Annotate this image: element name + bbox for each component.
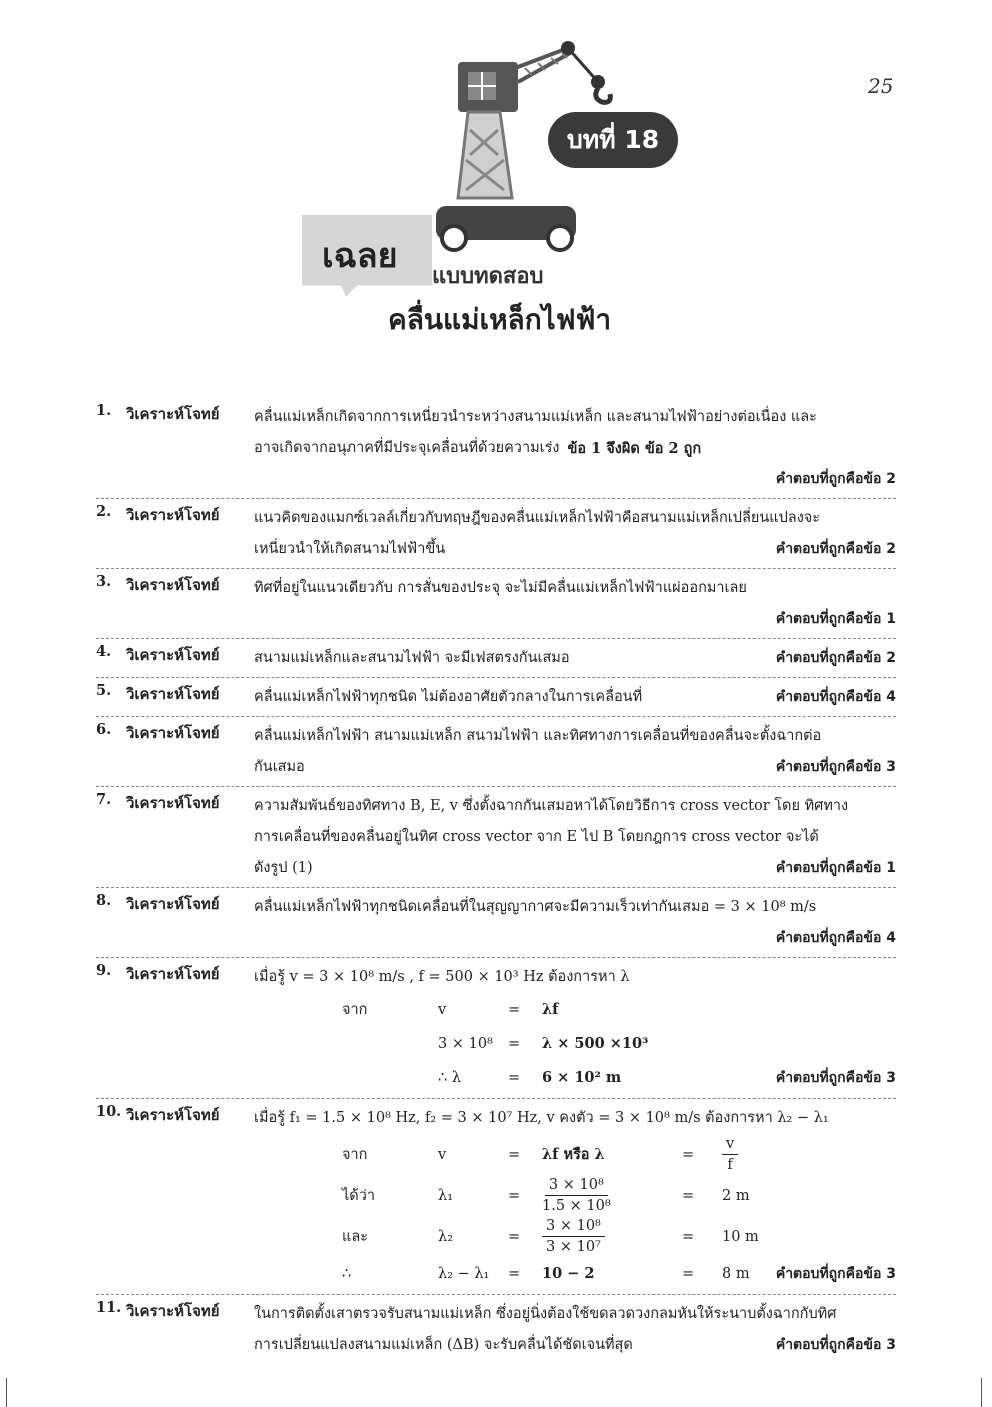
item-text-line: อาจเกิดจากอนุภาคที่มีประจุเคลื่อนที่ด้วยความเร่ง [254, 440, 560, 456]
item-text-line: ดังรูป (1) [254, 860, 313, 876]
eq-sign-2: = [682, 1228, 695, 1245]
item-label: วิเคราะห์โจทย์ [126, 724, 220, 742]
answer-tag-label: เฉลย [322, 236, 398, 276]
item-conclusion: ข้อ 1 จึงผิด ข้อ 2 ถูก [567, 440, 702, 457]
item-number: 9. [96, 962, 112, 979]
item-text-line: การเปลี่ยนแปลงสนามแม่เหล็ก (ΔB) จะรับคลื่นได้ชัดเจนที่สุด [254, 1337, 633, 1353]
correct-answer: คำตอบที่ถูกคือข้อ 2 [775, 471, 896, 487]
eq-left: v [438, 1146, 447, 1163]
item-number: 8. [96, 892, 112, 909]
item-text-line: ในการติดตั้งเสาตรวจรับสนามแม่เหล็ก ซึ่งอยู่นิ่งต้องใช้ขดลวดวงกลมหันให้ระนาบตั้งฉากกับทิศ [254, 1306, 837, 1322]
item-label: วิเคราะห์โจทย์ [126, 965, 220, 983]
eq-sign: = [508, 1002, 521, 1018]
item-text-line: คลื่นแม่เหล็กไฟฟ้า สนามแม่เหล็ก สนามไฟฟ้า และทิศทางการเคลื่อนที่ของคลื่นจะตั้งฉากต่อ [254, 728, 822, 744]
answer-item [96, 1099, 896, 1295]
crop-mark-left [6, 1378, 7, 1407]
equation-row [342, 1216, 896, 1257]
crane-tower [458, 112, 512, 198]
equation-row [342, 1257, 896, 1291]
correct-answer: คำตอบที่ถูกคือข้อ 3 [775, 1337, 896, 1353]
eq-sign-2: = [682, 1146, 695, 1163]
eq-left: v [438, 1002, 447, 1018]
page-number: 25 [868, 74, 894, 98]
eq-right: 10 − 2 [542, 1265, 595, 1282]
correct-answer: คำตอบที่ถูกคือข้อ 3 [775, 1266, 896, 1282]
item-text-line: เหนี่ยวนำให้เกิดสนามไฟฟ้าขึ้น [254, 541, 446, 557]
item-number: 2. [96, 503, 112, 520]
item-text-line: ความสัมพันธ์ของทิศทาง B, E, v ซึ่งตั้งฉากกันเสมอหาได้โดยวิธีการ cross vector โดย ทิศทาง [254, 798, 849, 814]
frac-num: 3 × 10⁸ [542, 1216, 605, 1237]
correct-answer: คำตอบที่ถูกคือข้อ 2 [775, 650, 896, 666]
frac-num: v [722, 1134, 738, 1155]
item-label: วิเคราะห์โจทย์ [126, 646, 220, 664]
correct-answer: คำตอบที่ถูกคือข้อ 1 [775, 860, 896, 876]
correct-answer: คำตอบที่ถูกคือข้อ 2 [775, 541, 896, 557]
eq-prefix: จาก [342, 1146, 368, 1163]
eq-prefix: ∴ [342, 1266, 352, 1282]
item-text-line: ทิศที่อยู่ในแนวเดียวกับ การสั่นของประจุ จะไม่มีคลื่นแม่เหล็กไฟฟ้าแผ่ออกมาเลย [254, 580, 747, 596]
answer-item [96, 1295, 896, 1364]
item-label: วิเคราะห์โจทย์ [126, 685, 220, 703]
answer-item [96, 499, 896, 569]
eq-right: λ × 500 ×10³ [542, 1035, 649, 1052]
eq-fraction [722, 1134, 896, 1175]
eq-prefix: ได้ว่า [342, 1187, 375, 1204]
eq-fraction [542, 1216, 682, 1257]
answer-item [96, 639, 896, 678]
correct-answer: คำตอบที่ถูกคือข้อ 3 [775, 759, 896, 775]
item-text-line: คลื่นแม่เหล็กไฟฟ้าทุกชนิด ไม่ต้องอาศัยตัวกลางในการเคลื่อนที่ [254, 689, 643, 705]
equation-row [342, 993, 896, 1027]
item-text-line: เมื่อรู้ v = 3 × 10⁸ m/s , f = 500 × 10³ Hz ต้องการหา λ [254, 969, 630, 985]
item-number: 3. [96, 573, 112, 590]
eq-sign: = [508, 1228, 521, 1245]
eq-sign-2: = [682, 1187, 695, 1204]
answer-item [96, 678, 896, 717]
item-number: 11. [96, 1299, 122, 1316]
correct-answer: คำตอบที่ถูกคือข้อ 4 [775, 689, 896, 705]
item-text-line: สนามแม่เหล็กและสนามไฟฟ้า จะมีเฟสตรงกันเสมอ [254, 650, 570, 666]
correct-answer: คำตอบที่ถูกคือข้อ 3 [775, 1070, 896, 1086]
eq-result: 2 m [722, 1187, 750, 1204]
eq-result: 8 m [722, 1266, 750, 1282]
answer-item [96, 958, 896, 1099]
answer-item [96, 787, 896, 888]
correct-answer: คำตอบที่ถูกคือข้อ 4 [775, 930, 896, 946]
item-number: 1. [96, 402, 112, 419]
item-text-line: เมื่อรู้ f₁ = 1.5 × 10⁸ Hz, f₂ = 3 × 10⁷ Hz, v คงตัว = 3 × 10⁸ m/s ต้องการหา λ₂ − λ₁ [254, 1110, 829, 1126]
item-label: วิเคราะห์โจทย์ [126, 576, 220, 594]
page-title: คลื่นแม่เหล็กไฟฟ้า [388, 303, 612, 336]
answer-item [96, 569, 896, 639]
item-number: 7. [96, 791, 112, 808]
item-label: วิเคราะห์โจทย์ [126, 506, 220, 524]
item-number: 4. [96, 643, 112, 660]
eq-sign: = [508, 1146, 521, 1163]
eq-left: λ₁ [438, 1187, 454, 1204]
item-number: 10. [96, 1103, 122, 1120]
frac-den: 1.5 × 10⁸ [542, 1198, 611, 1214]
crop-mark-right [981, 1378, 982, 1407]
hook [596, 88, 611, 102]
item-number: 6. [96, 721, 112, 738]
eq-sign: = [508, 1036, 521, 1052]
answer-list [96, 398, 896, 1364]
answer-item [96, 398, 896, 499]
frac-den: 3 × 10⁷ [546, 1239, 601, 1255]
equation-row [342, 1134, 896, 1175]
eq-result: 10 m [722, 1228, 759, 1245]
eq-prefix: จาก [342, 1002, 368, 1018]
eq-sign: = [508, 1070, 521, 1086]
eq-sign-2: = [682, 1266, 695, 1282]
equation-row [342, 1175, 896, 1216]
item-label: วิเคราะห์โจทย์ [126, 1302, 220, 1320]
item-text-line: คลื่นแม่เหล็กเกิดจากการเหนี่ยวนำระหว่างสนามแม่เหล็ก และสนามไฟฟ้าอย่างต่อเนื่อง และ [254, 409, 817, 425]
frac-num: 3 × 10⁸ [545, 1175, 608, 1196]
item-number: 5. [96, 682, 112, 699]
correct-answer: คำตอบที่ถูกคือข้อ 1 [775, 611, 896, 627]
subtitle: แบบทดสอบ [432, 264, 544, 289]
eq-left: λ₂ [438, 1228, 454, 1245]
eq-fraction [542, 1175, 682, 1216]
item-label: วิเคราะห์โจทย์ [126, 794, 220, 812]
item-label: วิเคราะห์โจทย์ [126, 895, 220, 913]
eq-right: λf [542, 1001, 559, 1018]
item-text-line: แนวคิดของแมกซ์เวลล์เกี่ยวกับทฤษฎีของคลื่นแม่เหล็กไฟฟ้าคือสนามแม่เหล็กเปลี่ยนแปลงจะ [254, 510, 821, 526]
item-text-line: การเคลื่อนที่ของคลื่นอยู่ในทิศ cross vector จาก E ไป B โดยกฎการ cross vector จะได้ [254, 829, 819, 845]
item-text-line: กันเสมอ [254, 759, 305, 775]
eq-sign: = [508, 1266, 521, 1282]
eq-right: λf หรือ λ [542, 1145, 605, 1163]
answer-item [96, 717, 896, 787]
eq-prefix: และ [342, 1228, 369, 1245]
equation-row [342, 1061, 896, 1095]
eq-left: 3 × 10⁸ [438, 1036, 493, 1052]
equation-row [342, 1027, 896, 1061]
item-label: วิเคราะห์โจทย์ [126, 1106, 220, 1124]
eq-sign: = [508, 1187, 521, 1204]
eq-left: λ₂ − λ₁ [438, 1266, 490, 1282]
pulley-hook [591, 75, 605, 89]
item-text-line: คลื่นแม่เหล็กไฟฟ้าทุกชนิดเคลื่อนที่ในสุญญากาศจะมีความเร็วเท่ากันเสมอ = 3 × 10⁸ m/s [254, 899, 817, 915]
answer-item [96, 888, 896, 958]
frac-den: f [727, 1157, 733, 1173]
item-label: วิเคราะห์โจทย์ [126, 405, 220, 423]
eq-left: ∴ λ [438, 1070, 462, 1086]
chapter-badge: บทที่ 18 [548, 112, 678, 168]
eq-right: 6 × 10² m [542, 1069, 622, 1086]
